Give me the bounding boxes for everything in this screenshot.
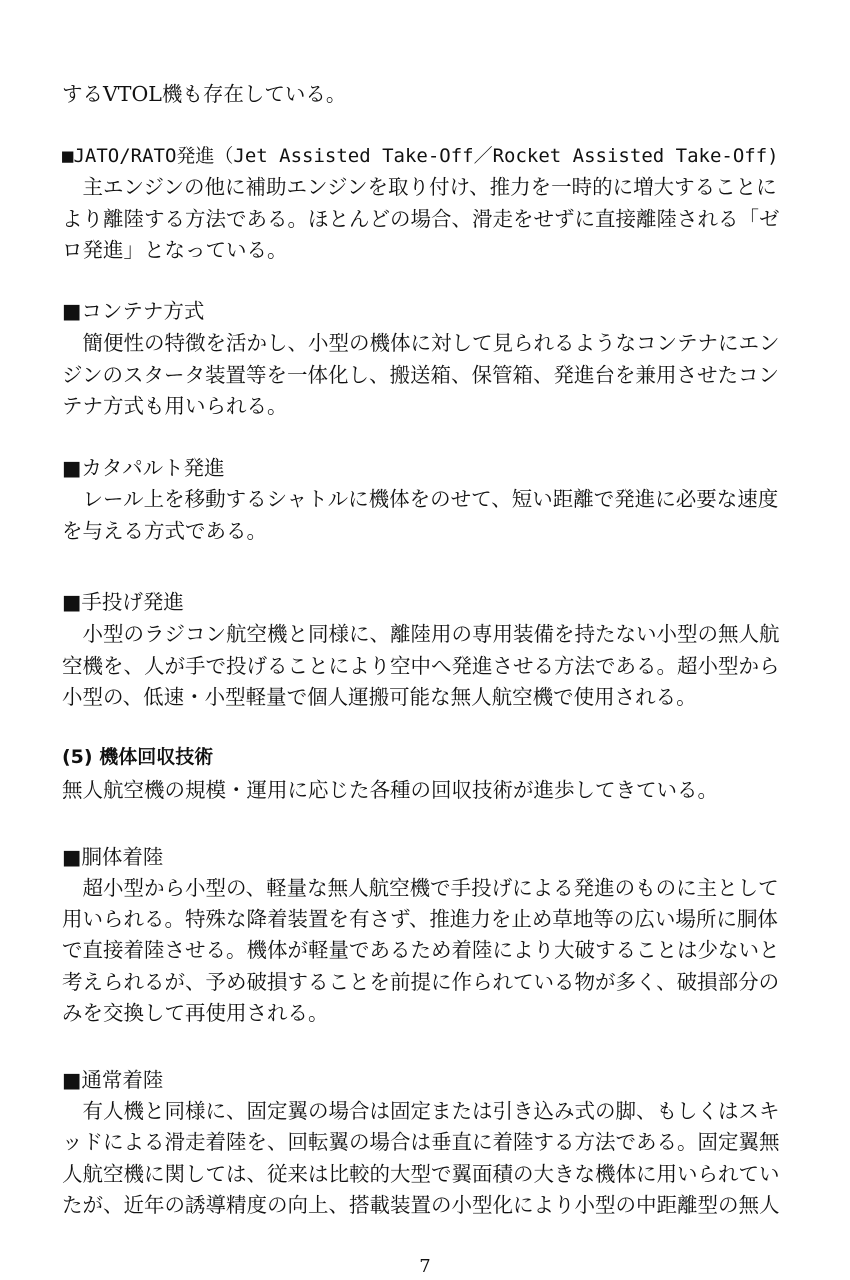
text-line: 超小型から小型の、軽量な無人航空機で手投げによる発進のものに主として: [62, 876, 779, 900]
text-line: するVTOL機も存在している。: [62, 82, 347, 106]
text-line: みを交換して再使用される。: [62, 1001, 329, 1025]
text-line: 簡便性の特徴を活かし、小型の機体に対して見られるようなコンテナにエン: [62, 331, 780, 355]
text-line: ロ発進」となっている。: [62, 238, 288, 262]
page-number: 7: [419, 1256, 431, 1277]
text-line: より離陸する方法である。ほとんどの場合、滑走をせずに直接離陸される「ゼ: [62, 207, 780, 231]
section-heading-jato-rato: ■JATO/RATO発進（Jet Assisted Take-Off／Rocket Assisted Take-Off): [62, 145, 779, 167]
section-heading-hand-launch: ■手投げ発進: [62, 590, 184, 614]
text-line: 空機を、人が手で投げることにより空中へ発進させる方法である。超小型から: [62, 654, 780, 678]
subsection-title: (5) 機体回収技術: [62, 746, 214, 768]
section-heading-catapult: ■カタパルト発進: [62, 456, 225, 480]
text-line: 人航空機に関しては、従来は比較的大型で翼面積の大きな機体に用いられてい: [62, 1162, 780, 1186]
text-line: を与える方式である。: [62, 519, 267, 543]
section-heading-belly-landing: ■胴体着陸: [62, 845, 164, 869]
text-line: 用いられる。特殊な降着装置を有さず、推進力を止め草地等の広い場所に胴体: [62, 907, 778, 931]
text-line: 小型のラジコン航空機と同様に、離陸用の専用装備を持たない小型の無人航: [62, 622, 780, 646]
section-heading-container: ■コンテナ方式: [62, 299, 205, 323]
text-line: 小型の、低速・小型軽量で個人運搬可能な無人航空機で使用される。: [62, 685, 697, 709]
text-line: テナ方式も用いられる。: [62, 394, 288, 418]
text-line: で直接着陸させる。機体が軽量であるため着陸により大破することは少ないと: [62, 938, 780, 962]
text-line: 有人機と同様に、固定翼の場合は固定または引き込み式の脚、もしくはスキ: [62, 1099, 780, 1123]
text-line: レール上を移動するシャトルに機体をのせて、短い距離で発進に必要な速度: [62, 487, 779, 511]
text-line: 無人航空機の規模・運用に応じた各種の回収技術が進歩してきている。: [62, 778, 718, 802]
section-heading-normal-landing: ■通常着陸: [62, 1068, 164, 1092]
text-line: ジンのスタータ装置等を一体化し、搬送箱、保管箱、発進台を兼用させたコン: [62, 363, 779, 387]
text-line: 主エンジンの他に補助エンジンを取り付け、推力を一時的に増大することに: [62, 175, 777, 199]
text-line: 考えられるが、予め破損することを前提に作られている物が多く、破損部分の: [62, 970, 780, 994]
text-line: ッドによる滑走着陸を、回転翼の場合は垂直に着陸する方法である。固定翼無: [62, 1130, 780, 1154]
text-line: たが、近年の誘導精度の向上、搭載装置の小型化により小型の中距離型の無人: [62, 1193, 780, 1217]
